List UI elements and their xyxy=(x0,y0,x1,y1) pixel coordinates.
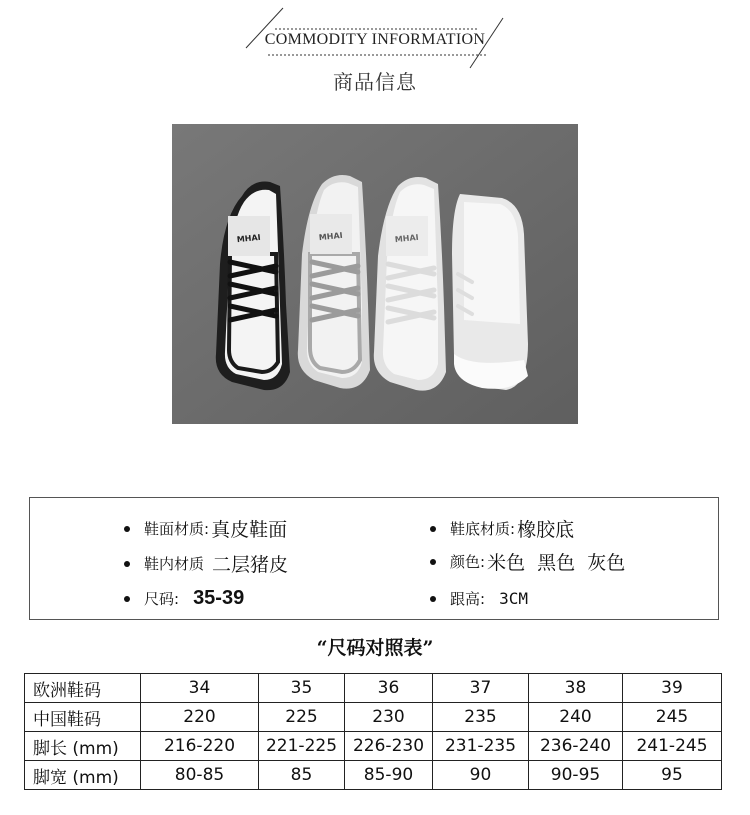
table-row xyxy=(25,761,722,790)
lining-material-label: 鞋内材质 xyxy=(144,555,205,573)
table-cell: 36 xyxy=(345,674,433,703)
size-value: 35-39 xyxy=(193,587,245,609)
table-cell: 245 xyxy=(623,703,722,732)
info-lining-material xyxy=(124,550,288,577)
size-label: 尺码: xyxy=(144,590,180,608)
bullet-icon xyxy=(430,559,436,565)
table-cell: 39 xyxy=(623,674,722,703)
table-cell: 241-245 xyxy=(623,732,722,761)
row-header-eu-size: 欧洲鞋码 xyxy=(25,674,141,703)
table-cell: 85 xyxy=(259,761,345,790)
info-heel-height xyxy=(430,588,528,609)
shoe-white-tongue-text: MHAI xyxy=(394,232,420,245)
bullet-icon xyxy=(124,561,130,567)
table-cell: 221-225 xyxy=(259,732,345,761)
table-cell: 231-235 xyxy=(433,732,529,761)
table-cell: 35 xyxy=(259,674,345,703)
table-cell: 226-230 xyxy=(345,732,433,761)
table-cell: 230 xyxy=(345,703,433,732)
shoe-grey-tongue-text: MHAI xyxy=(318,230,344,243)
size-chart-table xyxy=(24,673,722,790)
table-cell: 95 xyxy=(623,761,722,790)
size-chart-title: “尺码对照表” xyxy=(316,637,434,659)
bullet-icon xyxy=(124,526,130,532)
table-cell: 80-85 xyxy=(141,761,259,790)
sole-material-label: 鞋底材质: xyxy=(450,520,516,538)
bullet-icon xyxy=(430,596,436,602)
info-sole-material xyxy=(430,515,574,542)
info-size xyxy=(124,587,244,610)
table-cell: 90 xyxy=(433,761,529,790)
product-info-box xyxy=(29,497,719,620)
bullet-icon xyxy=(430,526,436,532)
table-cell: 220 xyxy=(141,703,259,732)
shoe-white-side xyxy=(452,194,528,390)
color-value: 米色 黑色 灰色 xyxy=(487,552,626,574)
header xyxy=(0,0,750,110)
table-cell: 240 xyxy=(529,703,623,732)
shoe-black-tongue-text: MHAI xyxy=(236,232,262,245)
table-cell: 236-240 xyxy=(529,732,623,761)
heel-height-label: 跟高: xyxy=(450,590,486,608)
table-cell: 235 xyxy=(433,703,529,732)
heel-height-value: 3CM xyxy=(499,589,528,608)
table-row xyxy=(25,703,722,732)
row-header-foot-width: 脚宽 (mm) xyxy=(25,761,141,790)
table-cell: 90-95 xyxy=(529,761,623,790)
english-title: COMMODITY INFORMATION xyxy=(264,31,486,48)
sole-material-value: 橡胶底 xyxy=(517,519,575,541)
table-row xyxy=(25,732,722,761)
lining-material-value: 二层猪皮 xyxy=(212,554,289,576)
table-cell: 216-220 xyxy=(141,732,259,761)
table-cell: 38 xyxy=(529,674,623,703)
bullet-icon xyxy=(124,596,130,602)
table-cell: 34 xyxy=(141,674,259,703)
table-cell: 37 xyxy=(433,674,529,703)
table-cell: 225 xyxy=(259,703,345,732)
info-color xyxy=(430,548,625,575)
upper-material-label: 鞋面材质: xyxy=(144,520,210,538)
row-header-cn-size: 中国鞋码 xyxy=(25,703,141,732)
info-upper-material xyxy=(124,515,287,542)
product-photo xyxy=(172,124,578,424)
color-label: 颜色: xyxy=(450,553,486,571)
table-cell: 85-90 xyxy=(345,761,433,790)
table-row xyxy=(25,674,722,703)
row-header-foot-length: 脚长 (mm) xyxy=(25,732,141,761)
upper-material-value: 真皮鞋面 xyxy=(211,519,288,541)
chinese-title: 商品信息 xyxy=(333,70,417,94)
